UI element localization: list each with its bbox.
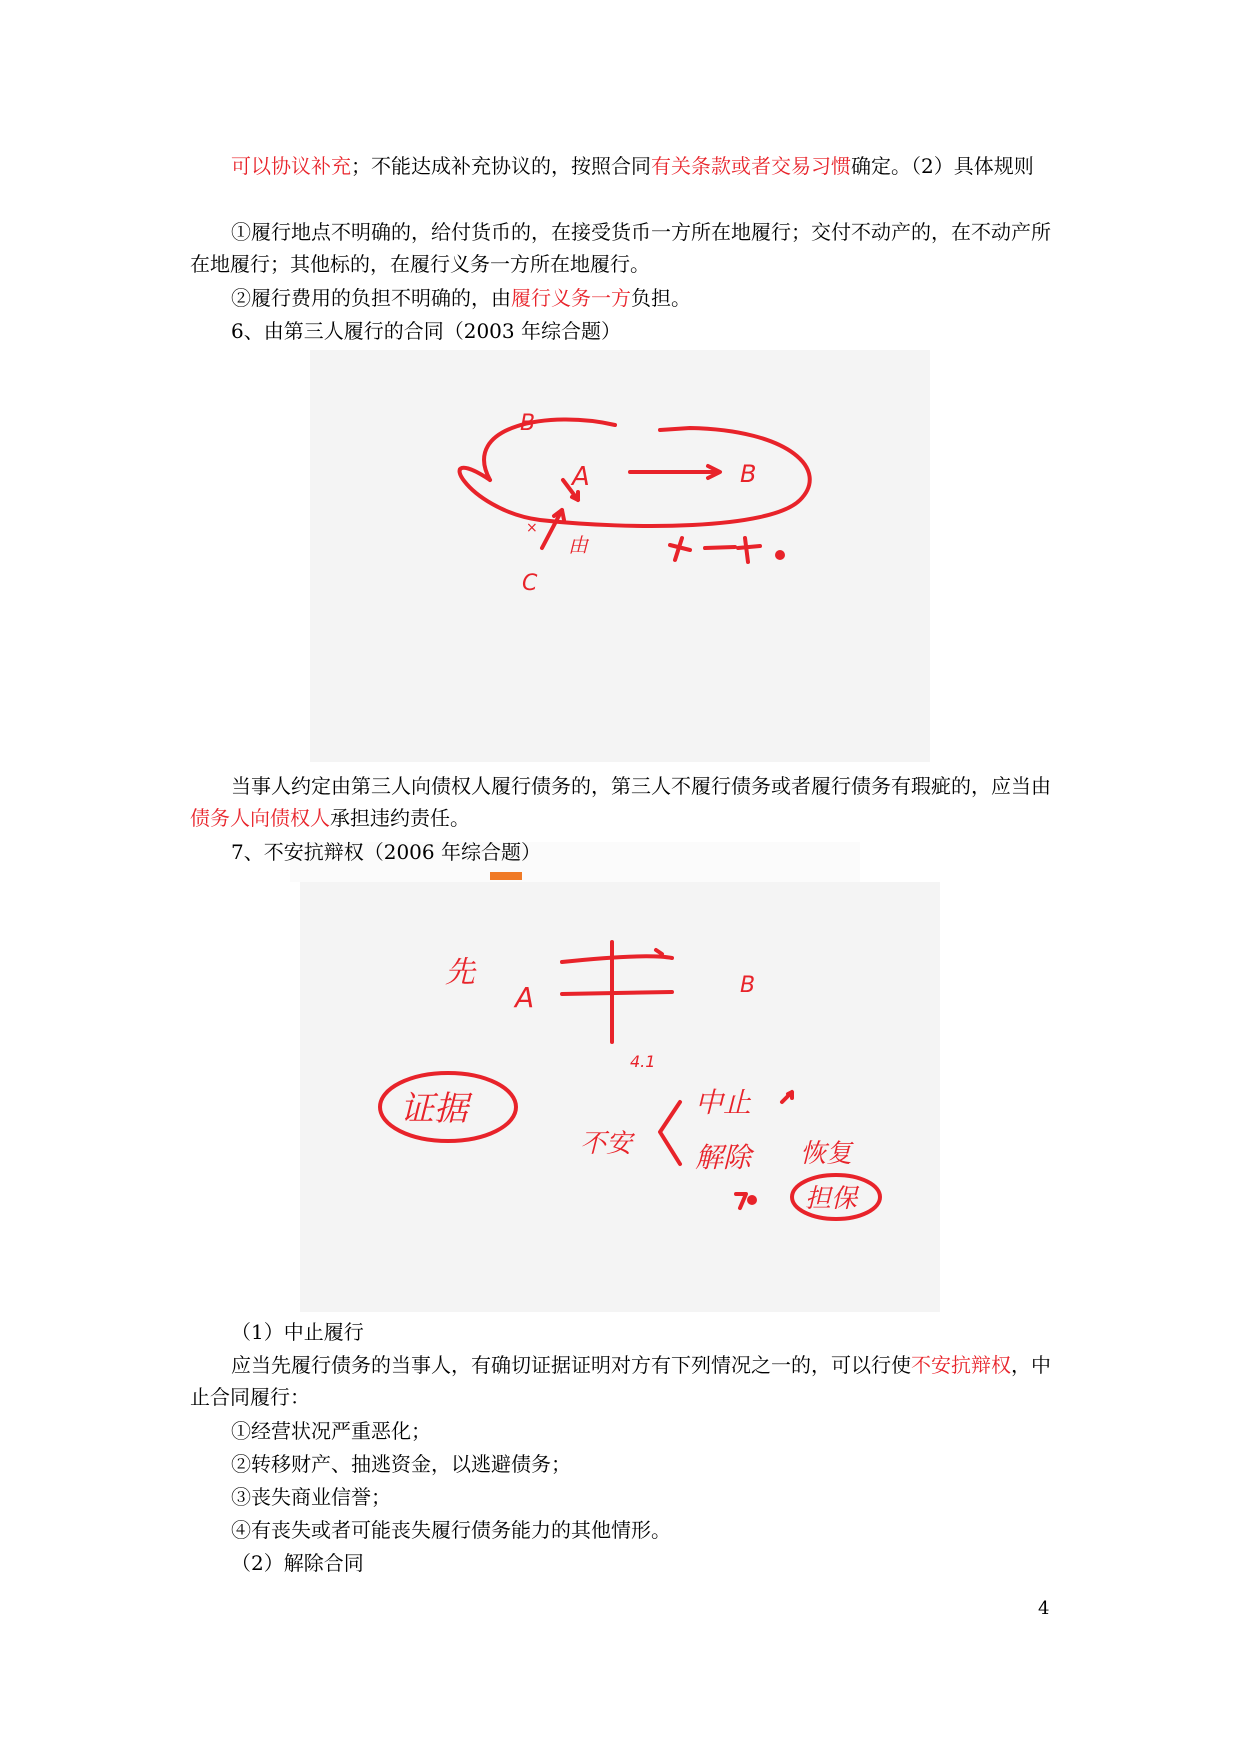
list-item: ④有丧失或者可能丧失履行债务能力的其他情形。 bbox=[231, 1518, 671, 1542]
sketch-label-b-top: B bbox=[520, 411, 536, 436]
body-text: ，中止合同履行： bbox=[190, 1353, 1051, 1409]
paragraph-place-rule: ①履行地点不明确的，给付货币的，在接受货币一方所在地履行；交付不动产的，在不动产所在地履行；其他标的，在履行义务一方所在地履行。 bbox=[190, 220, 1051, 276]
sketch-label-b: B bbox=[740, 973, 756, 998]
sketch-label-restore: 恢复 bbox=[800, 1139, 853, 1169]
sketch-label-unsafe: 不安 bbox=[580, 1129, 633, 1159]
orange-marker bbox=[490, 872, 522, 880]
body-text: 确定。（2）具体规则 bbox=[851, 154, 1034, 178]
sketch-arrow bbox=[542, 510, 562, 548]
subheading-suspend: （1）中止履行 bbox=[231, 1320, 364, 1344]
sketch-stroke bbox=[484, 420, 615, 480]
sketch-bracket bbox=[660, 1102, 680, 1164]
body-text: ②履行费用的负担不明确的，由 bbox=[231, 286, 511, 310]
page-number: 4 bbox=[1038, 1598, 1050, 1619]
sketch-label-suspend: 中止 bbox=[695, 1086, 752, 1119]
handwritten-sketch-unsafe-defense bbox=[300, 882, 940, 1312]
sketch-label-a: A bbox=[515, 981, 535, 1014]
highlight-text: 履行义务一方 bbox=[511, 286, 631, 310]
section-heading-6: 6、由第三人履行的合同（2003 年综合题） bbox=[231, 319, 621, 343]
sketch-label-date: 4.1 bbox=[630, 1052, 656, 1071]
paragraph-supplement bbox=[190, 150, 1056, 182]
highlight-text: 债务人向债权人 bbox=[190, 806, 330, 830]
list-item: ①经营状况严重恶化； bbox=[231, 1419, 431, 1443]
sketch-label-terminate: 解除 bbox=[695, 1141, 752, 1174]
body-text: ；不能达成补充协议的，按照合同 bbox=[351, 154, 651, 178]
sketch-third-party-drawing bbox=[310, 350, 930, 762]
sketch-ellipse bbox=[460, 428, 810, 526]
sketch-scribble bbox=[670, 538, 760, 562]
body-text: 当事人约定由第三人向债权人履行债务的，第三人不履行债务或者履行债务有瑕疵的，应当由 bbox=[231, 774, 1051, 798]
sketch-arrow bbox=[782, 1092, 792, 1102]
body-text: 负担。 bbox=[631, 286, 691, 310]
sketch-label-c: C bbox=[522, 571, 538, 596]
sketch-dot bbox=[747, 1195, 757, 1205]
sketch-label-guarantee: 担保 bbox=[805, 1184, 858, 1214]
sketch-stroke bbox=[562, 992, 672, 994]
paragraph-unsafe-defense bbox=[190, 1349, 1056, 1413]
sketch-label-a: A bbox=[572, 462, 590, 492]
highlight-text: 有关条款或者交易习惯 bbox=[651, 154, 851, 178]
subheading-terminate: （2）解除合同 bbox=[231, 1551, 364, 1575]
sketch-stroke bbox=[656, 950, 662, 954]
body-text: 应当先履行债务的当事人，有确切证据证明对方有下列情况之一的，可以行使 bbox=[231, 1353, 911, 1377]
sketch-stroke bbox=[736, 1194, 746, 1208]
list-item: ③丧失商业信誉； bbox=[231, 1485, 391, 1509]
sketch-stroke bbox=[562, 956, 672, 962]
section-heading-7: 7、不安抗辩权（2006 年综合题） bbox=[231, 840, 541, 864]
sketch-label-you: 由 bbox=[568, 533, 588, 557]
highlight-text: 可以协议补充 bbox=[231, 154, 351, 178]
sketch-label-first: 先 bbox=[445, 955, 475, 990]
handwritten-sketch-third-party bbox=[310, 350, 930, 762]
sketch-label-evidence: 证据 bbox=[400, 1089, 468, 1129]
sketch-dot bbox=[775, 550, 785, 560]
list-item: ②转移财产、抽逃资金，以逃避债务； bbox=[231, 1452, 571, 1476]
highlight-text: 不安抗辩权 bbox=[911, 1353, 1011, 1377]
sketch-label-x: × bbox=[526, 520, 538, 536]
paragraph-third-party-liability bbox=[190, 770, 1056, 834]
paragraph-cost-rule bbox=[190, 282, 1056, 314]
sketch-label-b: B bbox=[740, 460, 757, 488]
body-text: 承担违约责任。 bbox=[330, 806, 470, 830]
sketch-unsafe-defense-drawing bbox=[300, 882, 940, 1312]
